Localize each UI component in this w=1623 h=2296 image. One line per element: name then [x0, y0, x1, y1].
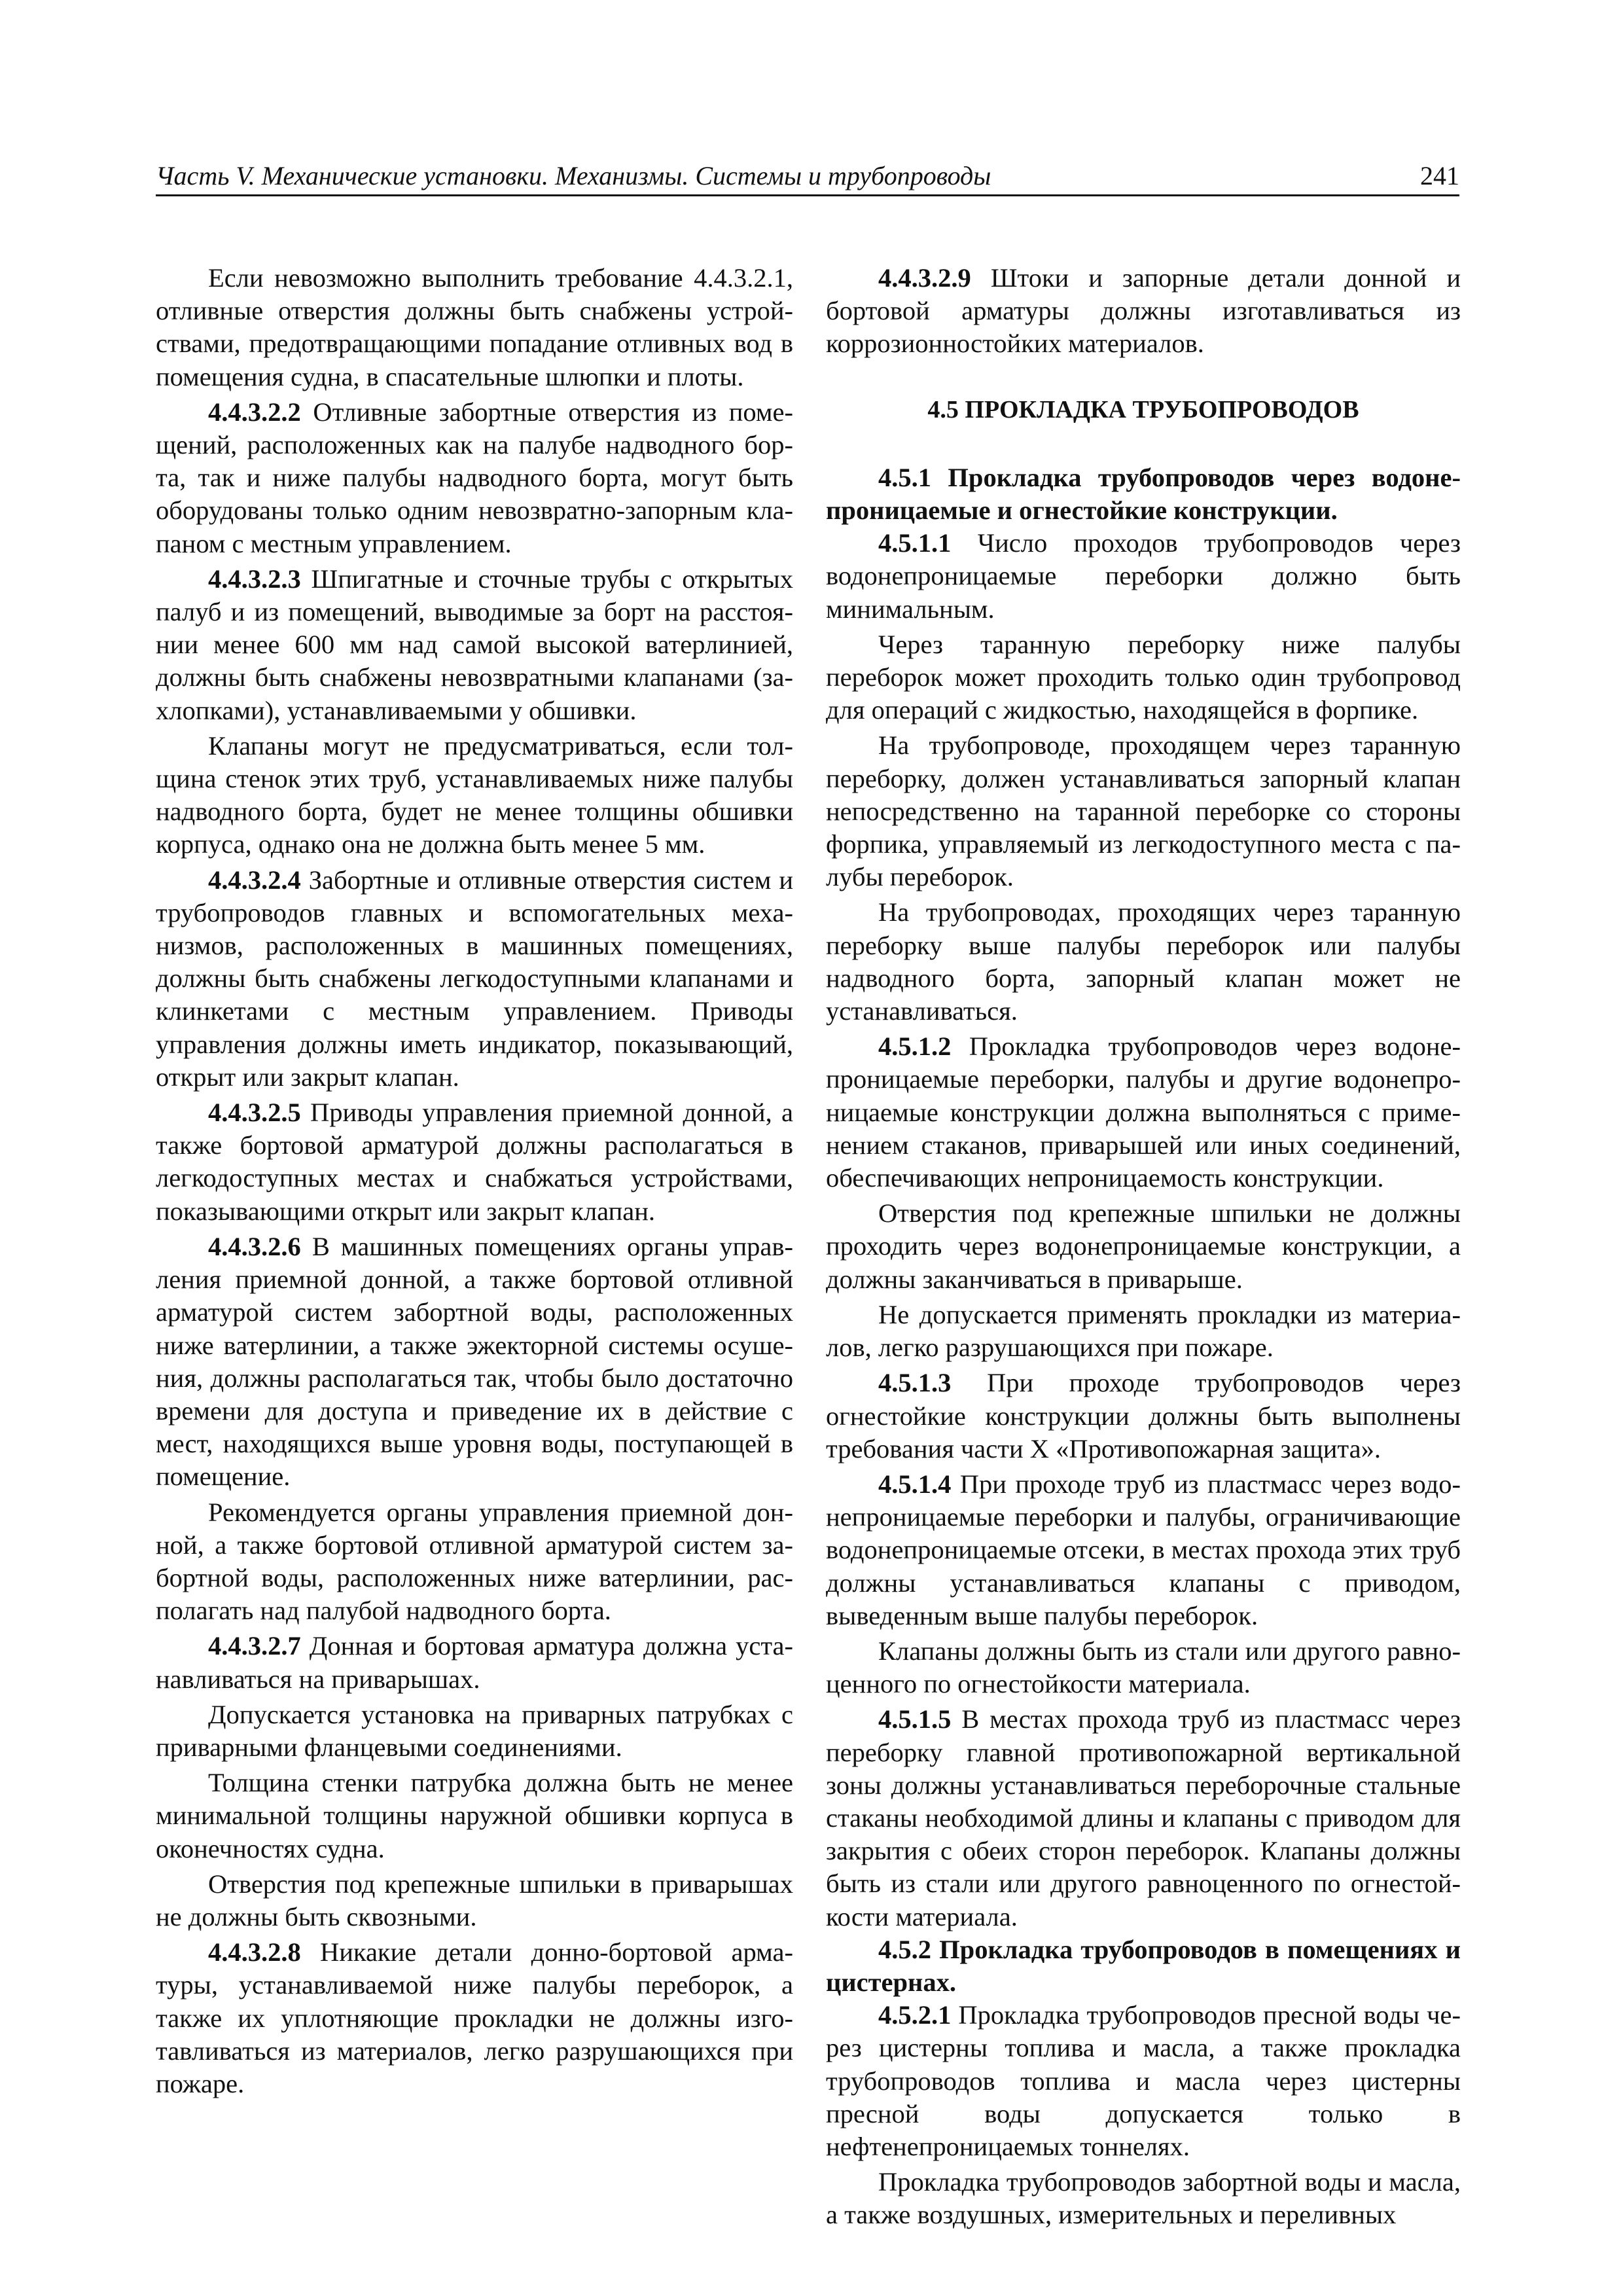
paragraph — [156, 563, 793, 727]
block-4-5-1 — [826, 527, 1461, 1933]
paragraph — [156, 730, 793, 861]
paragraph-text: Никакие детали донно-бортовой арматуры, устанавливаемой ниже палубы переборок, а также их уплотняющие прокладки не должны изготавливаться из материалов, легко разрушающихся при пожаре. — [156, 1937, 793, 2098]
paragraph-4-4-3-2-9 — [826, 262, 1461, 361]
paragraph — [826, 1468, 1461, 1632]
subsection-title-4-5-1: 4.5.1 Прокладка трубопроводов через водонепроницаемые и огнестойкие конструкции. — [826, 462, 1461, 526]
clause-text: Штоки и запорные детали донной и бортовой арматуры должны изготавливаться из коррозионностойких материалов. — [826, 263, 1461, 359]
paragraph — [826, 1635, 1461, 1700]
paragraph — [826, 628, 1461, 727]
paragraph-text: При проходе трубопроводов через огнестойкие конструкции должны быть выполнены требования части X «Противопожарная защита». — [826, 1368, 1461, 1463]
clause-number: 4.5.1.1 — [878, 528, 952, 558]
clause-number: 4.4.3.2.6 — [208, 1231, 301, 1261]
paragraph — [156, 1868, 793, 1933]
paragraph-text: Прокладка трубопроводов забортной воды и масла, а также воздушных, измерительных и переливных — [826, 2167, 1461, 2230]
paragraph — [826, 896, 1461, 1028]
paragraph — [826, 1367, 1461, 1465]
clause-number: 4.4.3.2.9 — [878, 263, 971, 293]
clause-number: 4.5.1.3 — [878, 1368, 952, 1398]
paragraph — [156, 262, 793, 393]
paragraph-text: Клапаны должны быть из стали или другого равноценного по огнестойкости материала. — [826, 1636, 1461, 1699]
paragraph-text: Донная и бортовая арматура должна устанавливаться на приварышах. — [156, 1631, 793, 1694]
paragraph-text: Шпигатные и сточные трубы с открытых палуб и из помещений, выводимые за борт на расстоянии менее 600 мм над самой высокой ватерлинией, должны быть снабжены невозвратными клапанами (захлопками), устанавливаемыми у обшивки. — [156, 564, 793, 725]
paragraph-text: Отливные забортные отверстия из помещений, расположенных как на палубе надводного борта, так и ниже палубы надводного борта, могут быть оборудованы только одним невозвратно-запорным клапаном с местным управлением. — [156, 397, 793, 558]
subsection-title-4-5-2: 4.5.2 Прокладка трубопроводов в помещениях и цистернах. — [826, 1934, 1461, 1997]
paragraph — [156, 1630, 793, 1695]
paragraph-text: Допускается установка на приварных патрубках с приварными фланцевыми соединениями. — [156, 1699, 793, 1762]
paragraph-text: Прокладка трубопроводов через водонепроницаемые переборки, палубы и другие водонепроницаемые конструкции должна выполняться с применением стаканов, приварышей или иных соединений, обеспечивающих непроницаемость конструкции. — [826, 1031, 1461, 1193]
header-rule — [156, 194, 1459, 196]
header-title: Часть V. Механические установки. Механизмы. Системы и трубопроводы — [156, 161, 991, 190]
paragraph-text: Отверстия под крепежные шпильки не должны проходить через водонепроницаемые конструкции, а должны заканчиваться в приварыше. — [826, 1198, 1461, 1294]
section-title: 4.5 ПРОКЛАДКА ТРУБОПРОВОДОВ — [927, 395, 1359, 423]
paragraph-text: На трубопроводе, проходящем через таранную переборку, должен устанавливаться запорный клапан непосредственно на таранной переборке со стороны форпика, управляемый из легкодоступного места с палубы переборок. — [826, 730, 1461, 892]
clause-number: 4.4.3.2.8 — [208, 1937, 301, 1967]
clause-number: 4.4.3.2.4 — [208, 865, 301, 895]
paragraph — [826, 1703, 1461, 1933]
paragraph — [826, 729, 1461, 893]
paragraph — [156, 1767, 793, 1865]
paragraph-text: Отверстия под крепежные шпильки в приварышах не должны быть сквозными. — [156, 1869, 793, 1931]
paragraph-text: Приводы управления приемной донной, а также бортовой арматурой должны располагаться в легкодоступных местах и снабжаться устройствами, показывающими открыт или закрыт клапан. — [156, 1098, 793, 1226]
page-number: 241 — [1420, 161, 1459, 190]
paragraph-text: Толщина стенки патрубка должна быть не менее минимальной толщины наружной обшивки корпуса в оконечностях судна. — [156, 1768, 793, 1863]
paragraph — [826, 527, 1461, 626]
running-header — [156, 154, 1459, 196]
paragraph — [156, 1496, 793, 1628]
paragraph — [156, 1230, 793, 1494]
paragraph-text: Забортные и отливные отверстия систем и трубопроводов главных и вспомогательных механизмов, расположенных в машинных помещениях, должны быть снабжены легкодоступными клапанами и клинкетами с местным управлением. Приводы управления должны иметь индикатор, показывающий, открыт или закрыт клапан. — [156, 865, 793, 1092]
paragraph — [826, 1197, 1461, 1296]
paragraph-text: Клапаны могут не предусматриваться, если толщина стенок этих труб, устанавливаемых ниже палубы надводного борта, будет не менее толщины обшивки корпуса, однако она не должна быть менее 5 мм. — [156, 730, 793, 859]
paragraph — [156, 396, 793, 560]
paragraph-text: В местах прохода труб из пластмасс через переборку главной противопожарной вертикальной зоны должны устанавливаться переборочные стальные стаканы необходимой длины и клапаны с приводом для закрытия с обеих сторон переборок. Клапаны должны быть из стали или другого равноценного по огнестойкости материала. — [826, 1704, 1461, 1931]
paragraph-text: На трубопроводах, проходящих через таранную переборку выше палубы переборок или палубы надводного борта, запорный клапан может не устанавливаться. — [826, 897, 1461, 1026]
clause-number: 4.5.1.5 — [878, 1704, 952, 1734]
paragraph-text: В машинных помещениях органы управления приемной донной, а также бортовой отливной арматурой систем забортной воды, расположенных ниже ватерлинии, а также эжекторной системы осушения, должны располагаться так, чтобы было достаточно времени для доступа и приведение их в действие с мест, находящихся выше уровня воды, поступающей в помещение. — [156, 1231, 793, 1492]
paragraph-text: Рекомендуется органы управления приемной донной, а также бортовой отливной арматурой систем забортной воды, расположенных ниже ватерлинии, располагать над палубой надводного борта. — [156, 1497, 793, 1626]
clause-number: 4.4.3.2.3 — [208, 564, 301, 594]
block-4-5-2 — [826, 1999, 1461, 2231]
paragraph — [826, 1299, 1461, 1364]
paragraph — [826, 1030, 1461, 1194]
paragraph — [156, 1698, 793, 1764]
clause-number: 4.5.2.1 — [878, 2000, 952, 2030]
clause-number: 4.4.3.2.7 — [208, 1631, 301, 1661]
left-column — [156, 262, 793, 2100]
right-column — [826, 262, 1461, 2232]
paragraph-text: Через таранную переборку ниже палубы переборок может проходить только один трубопровод для операций с жидкостью, находящейся в форпике. — [826, 629, 1461, 725]
clause-number: 4.5.1.4 — [878, 1469, 952, 1499]
paragraph — [826, 1999, 1461, 2163]
paragraph-text: Не допускается применять прокладки из материалов, легко разрушающихся при пожаре. — [826, 1299, 1461, 1363]
paragraph — [156, 1936, 793, 2100]
paragraph-text: Прокладка трубопроводов пресной воды через цистерны топлива и масла, а также прокладка трубопроводов топлива и масла через цистерны пресной воды допускается только в нефтенепроницаемых тоннелях. — [826, 2000, 1461, 2161]
paragraph — [156, 1096, 793, 1228]
clause-number: 4.5.1.2 — [878, 1031, 952, 1062]
paragraph-text: Если невозможно выполнить требование 4.4.3.2.1, отливные отверстия должны быть снабжены устройствами, предотвращающими попадание отливных вод в помещения судна, в спасательные шлюпки и плоты. — [156, 263, 793, 391]
clause-number: 4.4.3.2.2 — [208, 397, 301, 427]
paragraph — [826, 2166, 1461, 2231]
paragraph — [156, 864, 793, 1094]
paragraph-text: При проходе труб из пластмасс через водонепроницаемые переборки и палубы, ограничивающие водонепроницаемые отсеки, в местах прохода этих труб должны устанавливаться клапаны с приводом, выведенным выше палубы переборок. — [826, 1469, 1461, 1630]
paragraph-text: Число проходов трубопроводов через водонепроницаемые переборки должно быть минимальным. — [826, 528, 1461, 624]
clause-number: 4.4.3.2.5 — [208, 1098, 301, 1128]
